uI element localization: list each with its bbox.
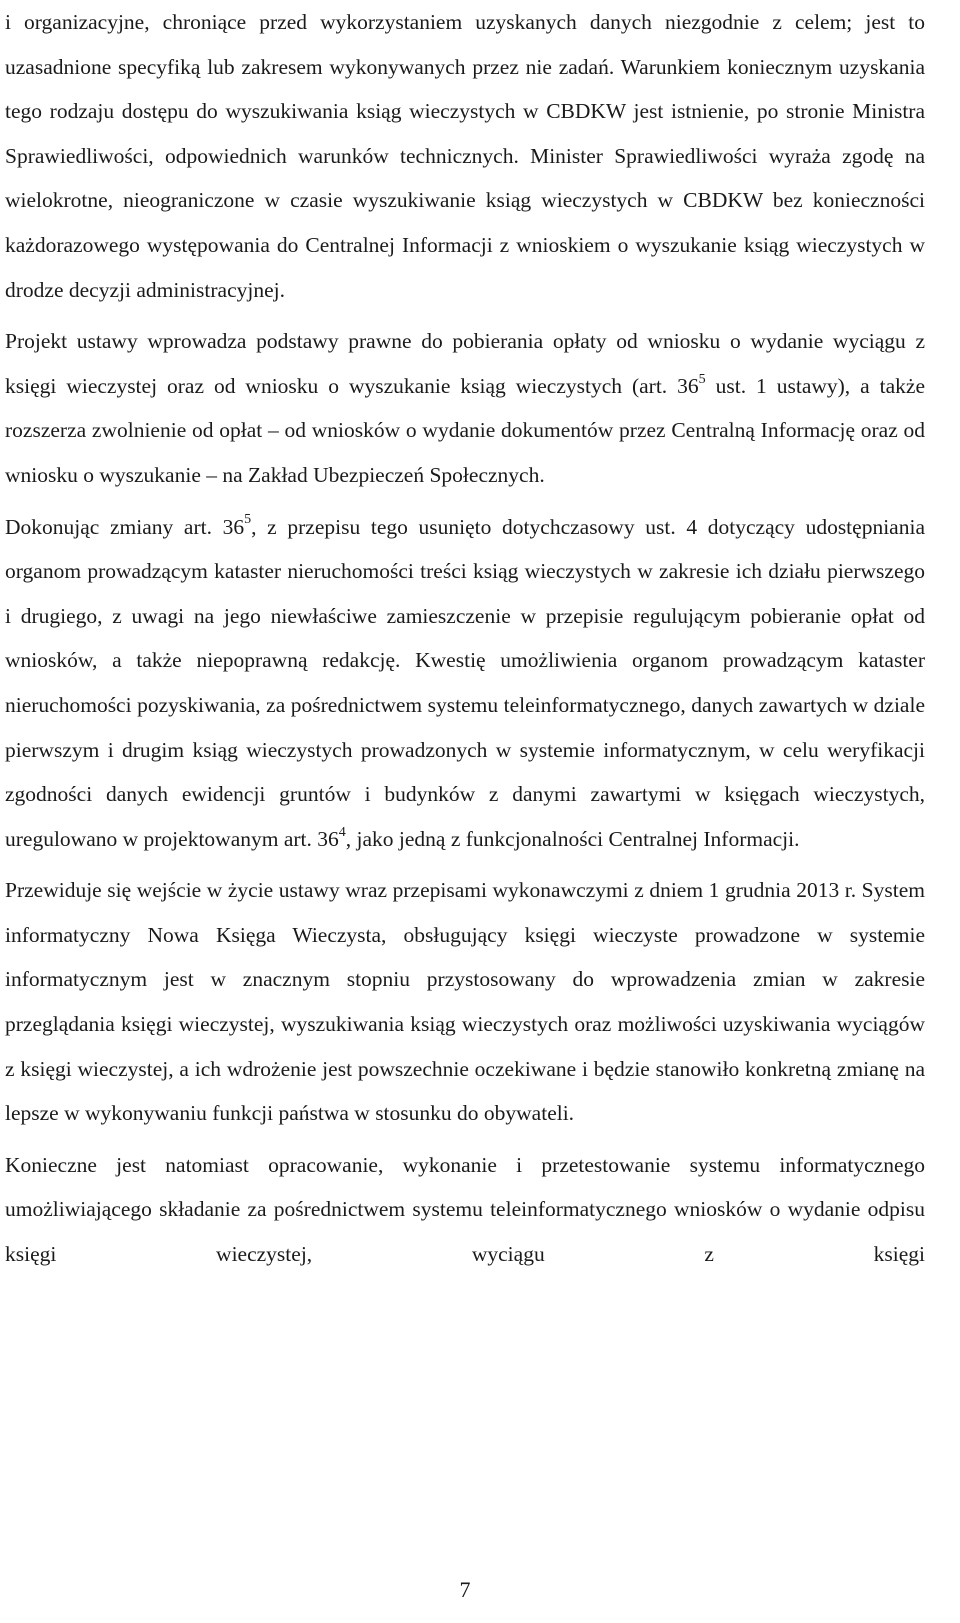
paragraph-text: Dokonując zmiany art. 36: [5, 514, 245, 539]
body-paragraph: [5, 319, 925, 497]
superscript-number: 5: [698, 371, 706, 387]
superscript-number: 4: [338, 824, 346, 840]
paragraph-text: Projekt ustawy wprowadza podstawy prawne do pobierania opłaty od wniosku o wydanie wyciągu z księgi wieczystej oraz od wniosku o wyszukanie ksiąg wieczystych (art. 36: [5, 329, 925, 398]
paragraph-text: Przewiduje się wejście w życie ustawy wraz przepisami wykonawczymi z dniem 1 grudnia 2013 r. System informatyczny Nowa Księga Wieczysta, obsługujący księgi wieczyste prowadzone w systemie informatycznym jest w znacznym stopniu przystosowany do wprowadzenia zmian w zakresie przeglądania księgi wieczystej, wyszukiwania ksiąg wieczystych oraz możliwości uzyskiwania wyciągów z księgi wieczystej, a ich wdrożenie jest powszechnie oczekiwane i będzie stanowiło konkretną zmianę na lepsze w wykonywaniu funkcji państwa w stosunku do obywateli.: [5, 878, 925, 1126]
document-page: [5, 0, 925, 1277]
page-number: 7: [459, 1577, 471, 1602]
paragraph-text: , jako jedną z funkcjonalności Centralnej Informacji.: [345, 826, 800, 851]
body-paragraph: [5, 1143, 925, 1277]
superscript-number: 5: [244, 512, 252, 528]
body-paragraph: [5, 868, 925, 1136]
paragraph-text: ust. 1 ustawy), a także rozszerza zwolnienie od opłat – od wniosków o wydanie dokumentów przez Centralną Informację oraz od wniosku o wyszukanie – na Zakład Ubezpieczeń Społecznych.: [5, 373, 925, 487]
paragraph-text: i organizacyjne, chroniące przed wykorzystaniem uzyskanych danych niezgodnie z celem; jest to uzasadnione specyfiką lub zakresem wykonywanych przez nie zadań. Warunkiem koniecznym uzyskania tego rodzaju dostępu do wyszukiwania ksiąg wieczystych w CBDKW jest istnienie, po stronie Ministra Sprawiedliwości, odpowiednich warunków technicznych. Minister Sprawiedliwości wyraża zgodę na wielokrotne, nieograniczone w czasie wyszukiwanie ksiąg wieczystych w CBDKW bez konieczności każdorazowego występowania do Centralnej Informacji z wnioskiem o wyszukanie ksiąg wieczystych w drodze decyzji administracyjnej.: [5, 10, 925, 302]
paragraph-text: Konieczne jest natomiast opracowanie, wykonanie i przetestowanie systemu informatycznego umożliwiającego składanie za pośrednictwem systemu teleinformatycznego wniosków o wydanie odpisu księgi wieczystej, wyciągu z księgi: [5, 1152, 925, 1267]
paragraph-text: , z przepisu tego usunięto dotychczasowy ust. 4 dotyczący udostępniania organom prowadzącym kataster nieruchomości treści ksiąg wieczystych w zakresie ich działu pierwszego i drugiego, z uwagi na jego niewłaściwe zamieszczenie w przepisie regulującym pobieranie opłat od wniosków, a także niepoprawną redakcję. Kwestię umożliwienia organom prowadzącym kataster nieruchomości pozyskiwania, za pośrednictwem systemu teleinformatycznego, danych zawartych w dziale pierwszym i drugim ksiąg wieczystych prowadzonych w systemie informatycznym, w celu weryfikacji zgodności danych ewidencji gruntów i budynków z danymi zawartymi w księgach wieczystych, uregulowano w projektowanym art. 36: [5, 514, 925, 851]
body-paragraph: [5, 505, 925, 862]
body-paragraph: [5, 0, 925, 312]
